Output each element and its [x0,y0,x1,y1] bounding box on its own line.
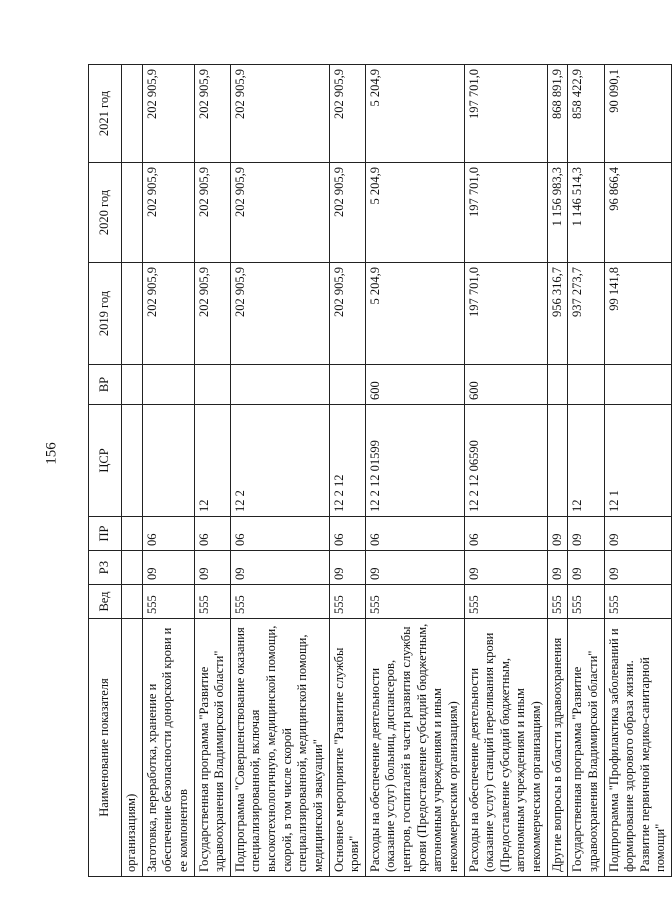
row-ved: 555 [365,585,464,619]
row-vr [142,365,194,405]
row-csr: 12 2 12 06590 [464,405,547,517]
row-ved: 555 [142,585,194,619]
page-number: 156 [43,442,60,465]
row-2021: 202 905,9 [230,65,329,163]
row-2020: 202 905,9 [194,163,230,263]
row-name: Подпрограмма "Совершенствование оказания специализированной, включая высокотехнологичную, медицинской помощи, скорой, в том числе скорой специализированной, медицинской помощи, медицинской эвакуации" [230,619,329,877]
table-row [365,65,464,877]
row-rz: 09 [194,551,230,585]
row-ved: 555 [547,585,568,619]
row-2020: 5 204,9 [365,163,464,263]
row-pr: 06 [329,517,365,551]
row-2020: 1 146 514,3 [568,163,604,263]
row-vr [230,365,329,405]
row-pr: 09 [604,517,672,551]
header-2020: 2020 год [89,163,122,263]
row-vr [329,365,365,405]
header-name: Наименование показателя [89,619,122,877]
row-2019 [122,263,143,365]
row-vr [604,365,672,405]
row-vr: 600 [464,365,547,405]
header-vr: ВР [89,365,122,405]
row-pr: 06 [194,517,230,551]
row-ved: 555 [604,585,672,619]
row-name: организациям) [122,619,143,877]
row-pr: 06 [365,517,464,551]
row-csr: 12 1 [604,405,672,517]
row-rz [122,551,143,585]
table-header-row [89,65,122,877]
row-2020 [122,163,143,263]
row-2019: 202 905,9 [142,263,194,365]
row-2019: 937 273,7 [568,263,604,365]
row-2021: 5 204,9 [365,65,464,163]
row-2020: 202 905,9 [230,163,329,263]
row-2020: 1 156 983,3 [547,163,568,263]
row-csr: 12 [568,405,604,517]
row-2021 [122,65,143,163]
table-row [547,65,568,877]
row-rz: 09 [329,551,365,585]
table-row [122,65,143,877]
row-2021: 197 701,0 [464,65,547,163]
row-csr [142,405,194,517]
row-pr: 06 [464,517,547,551]
row-name: Государственная программа "Развитие здравоохранения Владимирской области" [194,619,230,877]
row-vr [122,365,143,405]
row-pr: 09 [547,517,568,551]
row-name: Заготовка, переработка, хранение и обеспечение безопасности донорской крови и ее компонентов [142,619,194,877]
budget-table [88,64,672,877]
row-name: Государственная программа "Развитие здравоохранения Владимирской области" [568,619,604,877]
row-pr: 06 [142,517,194,551]
row-ved: 555 [329,585,365,619]
header-ved: Вед [89,585,122,619]
row-2020: 197 701,0 [464,163,547,263]
row-ved: 555 [464,585,547,619]
row-ved [122,585,143,619]
rotated-table-container [88,65,668,877]
row-2019: 197 701,0 [464,263,547,365]
row-name: Расходы на обеспечение деятельности (оказание услуг) станций переливания крови (Предоставление субсидий бюджетным, автономным учреждениям и иным некоммерческим организациям) [464,619,547,877]
row-vr [547,365,568,405]
row-pr: 09 [568,517,604,551]
header-2019: 2019 год [89,263,122,365]
row-2021: 90 090,1 [604,65,672,163]
table-row [464,65,547,877]
table-row [604,65,672,877]
row-csr [547,405,568,517]
header-pr: ПР [89,517,122,551]
row-rz: 09 [142,551,194,585]
row-name: Другие вопросы в области здравоохранения [547,619,568,877]
row-2020: 202 905,9 [142,163,194,263]
row-vr [194,365,230,405]
row-rz: 09 [568,551,604,585]
row-2021: 202 905,9 [329,65,365,163]
row-2021: 858 422,9 [568,65,604,163]
row-rz: 09 [464,551,547,585]
row-2021: 202 905,9 [194,65,230,163]
header-2021: 2021 год [89,65,122,163]
table-row [568,65,604,877]
row-csr [122,405,143,517]
row-rz: 09 [547,551,568,585]
table-row [194,65,230,877]
row-rz: 09 [365,551,464,585]
row-rz: 09 [230,551,329,585]
row-2021: 868 891,9 [547,65,568,163]
row-name: Подпрограмма "Профилактика заболеваний и формирование здорового образа жизни. Развитие первичной медико-санитарной помощи" [604,619,672,877]
row-2021: 202 905,9 [142,65,194,163]
row-pr [122,517,143,551]
row-csr: 12 [194,405,230,517]
row-2019: 956 316,7 [547,263,568,365]
table-row [329,65,365,877]
row-name: Основное мероприятие "Развитие службы крови" [329,619,365,877]
table-row [142,65,194,877]
row-csr: 12 2 12 01599 [365,405,464,517]
row-2019: 5 204,9 [365,263,464,365]
row-2019: 202 905,9 [329,263,365,365]
row-csr: 12 2 [230,405,329,517]
header-rz: РЗ [89,551,122,585]
row-ved: 555 [568,585,604,619]
row-name: Расходы на обеспечение деятельности (оказание услуг) больниц, диспансеров, центров, госпиталей в части развития службы крови (Предоставление субсидий бюджетным, автономным учреждениям и иным некоммерческим организациям) [365,619,464,877]
row-2019: 202 905,9 [194,263,230,365]
row-ved: 555 [194,585,230,619]
row-2019: 99 141,8 [604,263,672,365]
row-rz: 09 [604,551,672,585]
row-2019: 202 905,9 [230,263,329,365]
table-row [230,65,329,877]
row-pr: 06 [230,517,329,551]
row-2020: 96 866,4 [604,163,672,263]
row-vr [568,365,604,405]
row-2020: 202 905,9 [329,163,365,263]
header-csr: ЦСР [89,405,122,517]
row-csr: 12 2 12 [329,405,365,517]
row-ved: 555 [230,585,329,619]
row-vr: 600 [365,365,464,405]
